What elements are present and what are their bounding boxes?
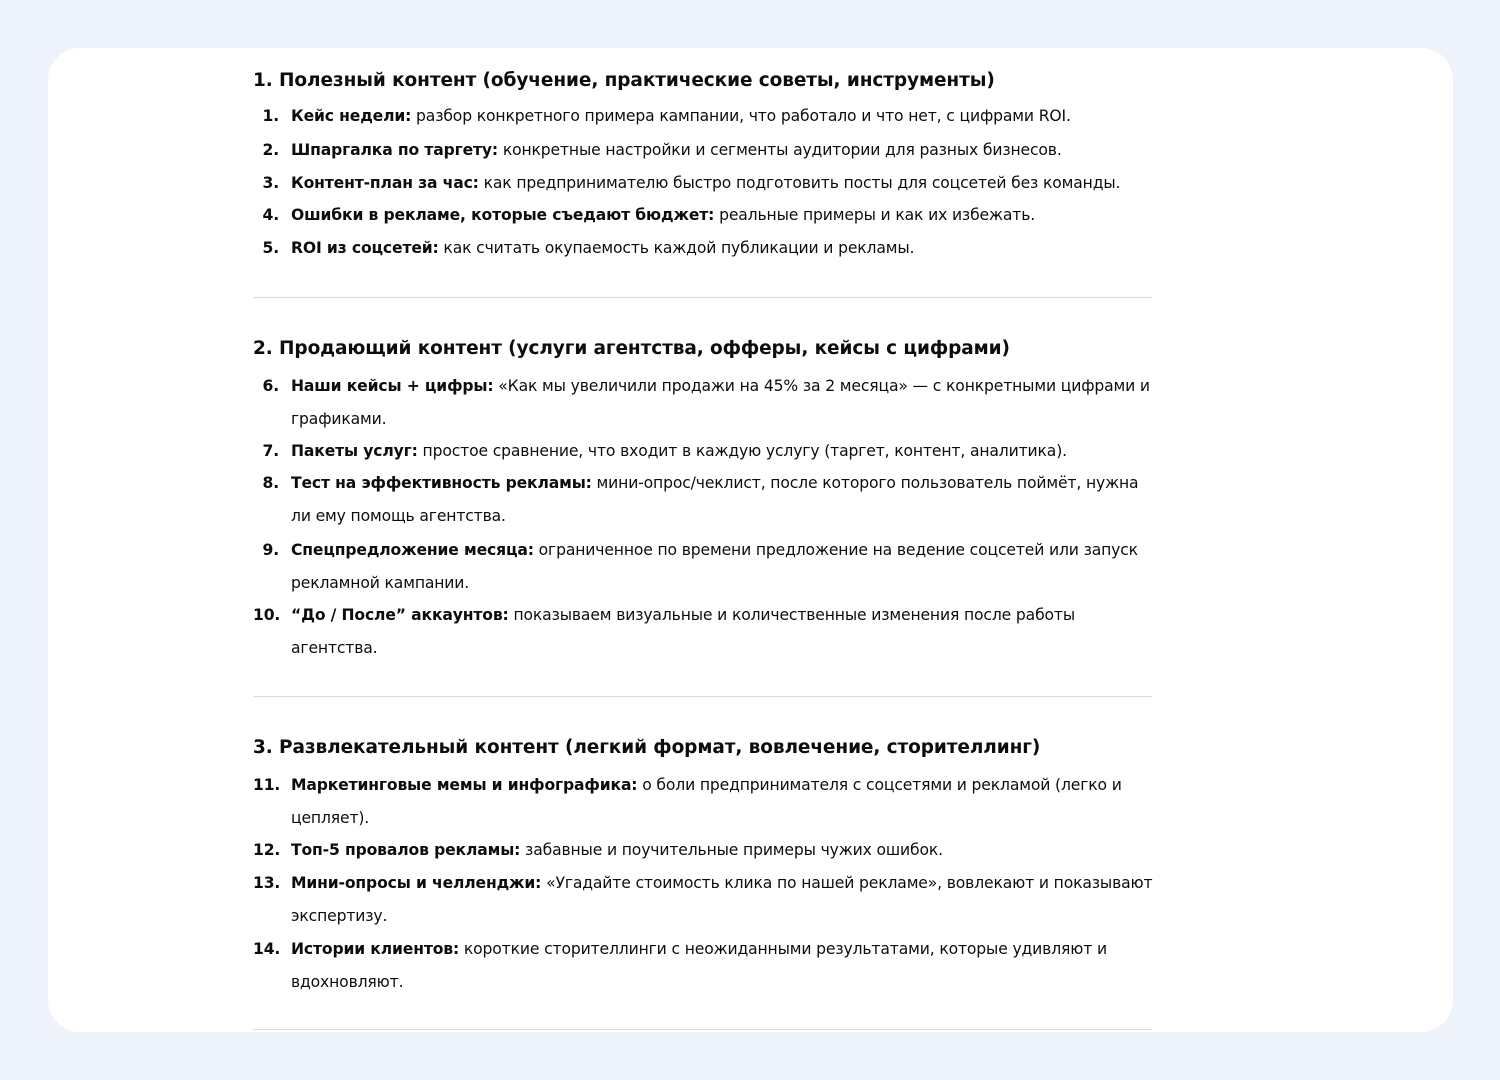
list-item: 1. Кейс недели: разбор конкретного примера кампании, что работало и что нет, с цифрами ROI. xyxy=(262,107,1071,125)
section-title-1: 1. Полезный контент (обучение, практические советы, инструменты) xyxy=(253,70,995,91)
list-item: 11. Маркетинговые мемы и инфографика: о боли предпринимателя с соцсетями и рекламой (легко и цепляет). xyxy=(253,776,1122,827)
section-divider xyxy=(253,696,1152,697)
list-item: 7. Пакеты услуг: простое сравнение, что входит в каждую услугу (таргет, контент, аналитика). xyxy=(262,442,1067,460)
list-item: 8. Тест на эффективность рекламы: мини-опрос/чеклист, после которого пользователь поймёт, нужна ли ему помощь агентства. xyxy=(262,474,1139,525)
list-item: 3. Контент-план за час: как предпринимателю быстро подготовить посты для соцсетей без команды. xyxy=(262,174,1121,192)
list-item: 2. Шпаргалка по таргету: конкретные настройки и сегменты аудитории для разных бизнесов. xyxy=(262,141,1062,159)
section-title-3: 3. Развлекательный контент (легкий формат, вовлечение, сторителлинг) xyxy=(253,737,1041,758)
section-divider xyxy=(253,1029,1152,1030)
section-divider xyxy=(253,297,1152,298)
list-item: 14. Истории клиентов: короткие сторителлинги с неожиданными результатами, которые удивляют и вдохновляют. xyxy=(253,940,1107,991)
list-item: 13. Мини-опросы и челленджи: «Угадайте стоимость клика по нашей рекламе», вовлекают и показывают экспертизу. xyxy=(253,874,1153,925)
list-item: 10. “До / После” аккаунтов: показываем визуальные и количественные изменения после работы агентства. xyxy=(253,606,1076,657)
section-title-2: 2. Продающий контент (услуги агентства, офферы, кейсы с цифрами) xyxy=(253,338,1010,359)
list-item: 12. Топ-5 провалов рекламы: забавные и поучительные примеры чужих ошибок. xyxy=(253,841,943,859)
chat-message-card xyxy=(48,48,1453,1032)
list-item: 4. Ошибки в рекламе, которые съедают бюджет: реальные примеры и как их избежать. xyxy=(262,206,1036,224)
list-item: 6. Наши кейсы + цифры: «Как мы увеличили продажи на 45% за 2 месяца» — с конкретными цифрами и графиками. xyxy=(262,377,1150,428)
list-item: 5. ROI из соцсетей: как считать окупаемость каждой публикации и рекламы. xyxy=(262,239,915,257)
list-item: 9. Спецпредложение месяца: ограниченное по времени предложение на ведение соцсетей или запуск рекламной кампании. xyxy=(262,541,1138,592)
